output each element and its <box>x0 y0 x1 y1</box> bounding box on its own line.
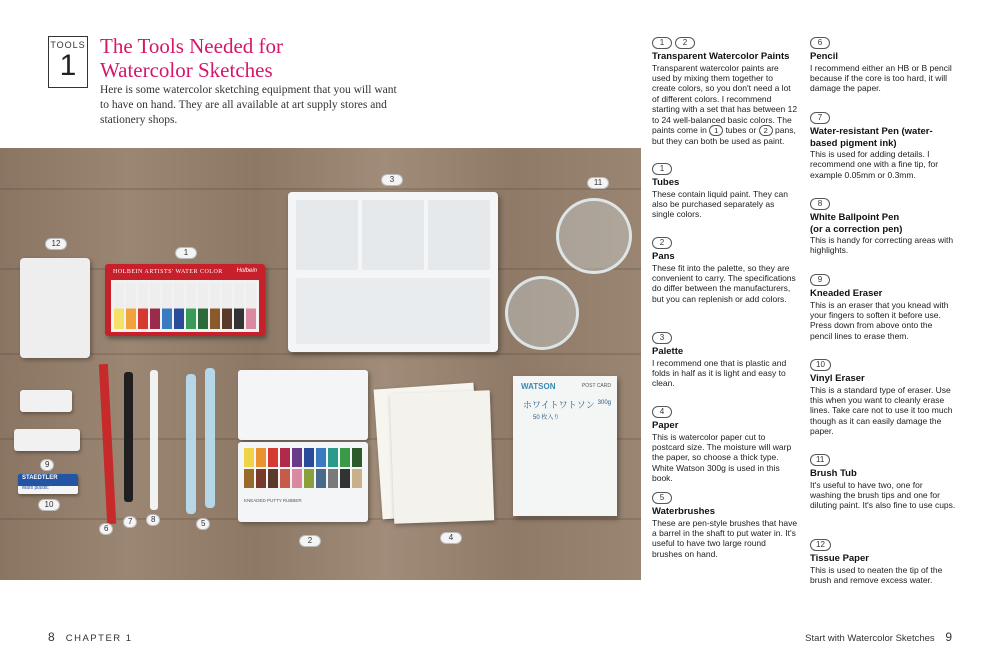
tools-photo <box>0 148 641 580</box>
tools-label: TOOLS <box>50 40 86 50</box>
paint-tube <box>234 283 244 329</box>
item-pencil <box>810 37 956 94</box>
page-title-line2: Watercolor Sketches <box>100 58 273 82</box>
item-title: Tissue Paper <box>810 553 869 564</box>
tube-row <box>111 280 259 332</box>
badge-12: 12 <box>810 539 831 551</box>
brush-tub-glass <box>505 276 579 350</box>
paint-tube <box>126 283 136 329</box>
postcard-pack <box>513 376 617 516</box>
item-kneaded <box>810 274 956 341</box>
paint-tube <box>198 283 208 329</box>
wood-grain <box>0 188 641 190</box>
paint-pan <box>292 448 302 467</box>
footer-left <box>48 630 133 644</box>
item-body: These contain liquid paint. They can also be purchased separately as single colors. <box>652 188 788 220</box>
badge-1: 1 <box>652 37 672 49</box>
pan-palette-lid <box>238 370 368 440</box>
photo-tag-7: 7 <box>123 516 137 528</box>
water-resistant-pen <box>124 372 133 502</box>
paint-tube <box>138 283 148 329</box>
paint-pan <box>316 469 326 488</box>
postcard-label: POST CARD <box>581 383 611 389</box>
paint-pan <box>256 469 266 488</box>
pan-grid <box>244 448 362 488</box>
item-title: Pans <box>652 251 675 262</box>
brush-tub-glass <box>556 198 632 274</box>
tools-number-box <box>48 36 88 88</box>
badge-8: 8 <box>810 198 830 210</box>
vinyl-eraser <box>18 474 78 494</box>
badge-11: 11 <box>810 454 830 466</box>
item-body: I recommend one that is plastic and folds in half as it is light and easy to clean. <box>652 357 787 389</box>
white-ballpoint-pen <box>150 370 158 510</box>
palette-mixing-area <box>296 278 490 344</box>
paint-pan <box>352 469 362 488</box>
item-tissue <box>810 539 956 585</box>
paint-pan <box>340 448 350 467</box>
item-title: Water-resistant Pen (water- <box>810 126 933 137</box>
palette-well <box>428 200 490 270</box>
item-tub <box>810 454 956 511</box>
paint-pan <box>304 469 314 488</box>
paint-pan <box>268 448 278 467</box>
postcard-jp: ホワイトワトソン <box>523 400 595 410</box>
photo-tag-6: 6 <box>99 523 113 535</box>
palette-well <box>296 200 358 270</box>
badge-1: 1 <box>652 163 672 175</box>
item-title: White Ballpoint Pen <box>810 212 900 223</box>
badge-2: 2 <box>675 37 695 49</box>
paint-pan <box>352 448 362 467</box>
item-body: This is used to neaten the tip of the brush and remove excess water. <box>810 564 943 585</box>
section-label: Start with Watercolor Sketches <box>805 633 935 644</box>
badge-5: 5 <box>652 492 672 504</box>
item-pans <box>652 237 798 304</box>
item-title: based pigment ink) <box>810 137 897 149</box>
item-title: Transparent Watercolor Paints <box>652 51 790 62</box>
badge-9: 9 <box>810 274 830 286</box>
postcard-paper <box>390 390 494 523</box>
photo-tag-10: 10 <box>38 499 60 511</box>
body-text: tubes or <box>725 124 757 135</box>
paint-box-label: HOLBEIN ARTISTS' WATER COLOR <box>113 269 223 275</box>
paint-tube-box <box>105 264 265 336</box>
badge-6: 6 <box>810 37 830 49</box>
paint-pan <box>316 448 326 467</box>
paint-box-brand: Holbein <box>236 268 257 274</box>
intro-paragraph: Here is some watercolor sketching equipment that you will want to have on hand. They are all available at art supply stores and stationery shops. <box>100 84 397 126</box>
item-title: Brush Tub <box>810 468 857 479</box>
page-title-line1: The Tools Needed for <box>100 34 284 58</box>
item-paper <box>652 406 798 484</box>
item-title: Tubes <box>652 177 680 188</box>
chapter-label: CHAPTER 1 <box>65 633 133 644</box>
pencil <box>99 364 116 524</box>
postcard-count: 50 枚入り <box>533 415 560 421</box>
badge-4: 4 <box>652 406 672 418</box>
paint-tube <box>210 283 220 329</box>
folding-palette <box>288 192 498 352</box>
kneaded-label: KNEADED PUTTY RUBBER <box>244 498 302 503</box>
kneaded-eraser <box>20 390 72 412</box>
item-title: Paper <box>652 420 679 431</box>
paint-tube <box>150 283 160 329</box>
eraser-brand: STAEDTLER <box>22 475 58 481</box>
waterbrush <box>186 374 196 514</box>
item-title: Kneaded Eraser <box>810 288 883 299</box>
paint-pan <box>244 448 254 467</box>
badge-10: 10 <box>810 359 831 371</box>
item-body: I recommend either an HB or B pencil because if the core is too hard, it will damage the paper. <box>810 62 952 94</box>
inline-badge-2: 2 <box>759 125 773 136</box>
paint-pan <box>268 469 278 488</box>
paint-tube <box>174 283 184 329</box>
photo-tag-3: 3 <box>381 174 403 186</box>
item-body: These are pen-style brushes that have a barrel in the shaft to put water in. It's useful to have two large round brushes on hand. <box>652 517 798 559</box>
item-body: This is a standard type of eraser. Use this when you want to cleanly erase lines. Take care not to use it too much though as it can easily damage the paper. <box>810 384 953 437</box>
item-title: Vinyl Eraser <box>810 373 865 384</box>
paint-tube <box>186 283 196 329</box>
paint-pan <box>280 448 290 467</box>
paint-pan <box>340 469 350 488</box>
paint-pan <box>244 469 254 488</box>
postcard-weight: 300g <box>597 400 611 406</box>
paint-tube <box>246 283 256 329</box>
item-title: Waterbrushes <box>652 506 715 517</box>
badge-7: 7 <box>810 112 830 124</box>
item-pen <box>810 112 956 180</box>
palette-wells-top <box>296 200 490 270</box>
photo-tag-5: 5 <box>196 518 210 530</box>
paint-tube <box>222 283 232 329</box>
kneaded-eraser-strip <box>14 429 80 451</box>
palette-well <box>362 200 424 270</box>
photo-tag-8: 8 <box>146 514 160 526</box>
item-title: Palette <box>652 346 684 357</box>
photo-tag-4: 4 <box>440 532 462 544</box>
badge-row <box>652 37 798 49</box>
inline-badge-1: 1 <box>709 125 723 136</box>
photo-tag-1: 1 <box>175 247 197 259</box>
item-ballpoint <box>810 198 956 256</box>
footer-right <box>805 630 952 644</box>
waterbrush <box>205 368 215 508</box>
item-body: These fit into the palette, so they are convenient to carry. The specifications do differ between the manufacturers, but you can replenish or add colors. <box>652 262 796 304</box>
item-body: It's useful to have two, one for washing the brush tips and one for diluting paint. It's also fine to use cups. <box>810 479 956 511</box>
item-waterbrushes <box>652 492 798 559</box>
page-number-right: 9 <box>945 630 952 644</box>
paint-pan <box>328 448 338 467</box>
item-body: This is handy for correcting areas with highlights. <box>810 235 954 256</box>
paint-tube <box>162 283 172 329</box>
page-title <box>100 34 360 82</box>
paint-pan <box>292 469 302 488</box>
postcard-brand: WATSON <box>521 382 556 391</box>
item-paints <box>652 37 798 147</box>
paint-pan <box>256 448 266 467</box>
page-number-left: 8 <box>48 630 55 644</box>
tissue-paper <box>20 258 90 358</box>
paint-pan <box>328 469 338 488</box>
item-body: This is an eraser that you knead with your fingers to soften it before use. Press down from above onto the pencil lines to erase them. <box>810 299 949 341</box>
item-body: This is watercolor paper cut to postcard size. The moisture will warp the paper, so choose a thick type. White Watson 300g is used in this book. <box>652 431 792 484</box>
item-title: (or a correction pen) <box>810 223 903 235</box>
item-vinyl <box>810 359 956 437</box>
item-body <box>652 63 798 147</box>
item-body: This is used for adding details. I recommend one with a fine tip, for example 0.05mm or 0.3mm. <box>810 149 939 180</box>
item-tubes <box>652 163 798 220</box>
photo-tag-11: 11 <box>587 177 609 189</box>
item-title: Pencil <box>810 51 838 62</box>
paint-pan <box>304 448 314 467</box>
badge-2: 2 <box>652 237 672 249</box>
photo-tag-12: 12 <box>45 238 67 250</box>
tools-number: 1 <box>59 49 77 82</box>
eraser-model: Mars plastic <box>22 485 49 491</box>
badge-3: 3 <box>652 332 672 344</box>
photo-tag-2: 2 <box>299 535 321 547</box>
paint-tube <box>114 283 124 329</box>
photo-tag-9: 9 <box>40 459 54 471</box>
item-palette <box>652 332 798 389</box>
body-text: Transparent watercolor paints are used by mixing them together to create colors, so you don't need a lot of different colors. I recommend starting with a set that has between 12 to 24 well-balanced basic colors. The paints come in <box>652 62 798 135</box>
body-text: pans, but they can both be used as paint. <box>652 124 796 147</box>
wood-grain <box>0 353 641 355</box>
pan-palette-tray <box>238 442 368 522</box>
paint-pan <box>280 469 290 488</box>
